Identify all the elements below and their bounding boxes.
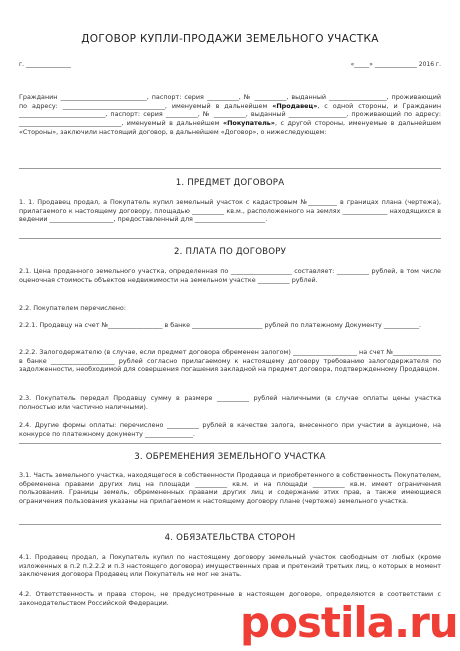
clause-4-2: 4.2. Ответственность и права сторон, не предусмотренные в настоящем договоре, определяются в соответствии с законодательством Российской Федерации. xyxy=(19,590,441,607)
section-divider xyxy=(19,443,441,444)
section-heading: 2. ПЛАТА ПО ДОГОВОРУ xyxy=(173,247,287,257)
city-line: г. _______________ xyxy=(19,61,71,68)
clause-3-1: 3.1. Часть земельного участка, находящегося в собственности Продавца и приобретенного в собственность Покупателем, обременена правами других лиц на площади __________ кв.м. и на площади __________ кв.м. имеет ограничения пользования. Границы земель, обремененных правами других лиц и содержание этих прав, а также имеющиеся ограничения пользования указаны на прилагаемом к настоящему договору плане (чертеже) земельного участка. xyxy=(19,471,441,506)
section-heading: 1. ПРЕДМЕТ ДОГОВОРА xyxy=(175,178,285,188)
clause-1-1: 1. 1. Продавец продал, а Покупатель купил земельный участок с кадастровым №_________ в границах плана (чертежа), прилагаемого к настоящему договору, площадью __________ кв.м., расположенного на землях ______________ находящихся в ведении ____________________, предоставленный для ______________________. xyxy=(19,198,441,224)
clause-2-1: 2.1. Цена проданного земельного участка, определенная по ___________________ составляет: __________ рублей, в том числе оценочная стоимость объектов недвижимости на земельном участке __________ рублей. xyxy=(19,267,441,284)
clause-2-2-1: 2.2.1. Продавцу на счет №_________________ в банке ______________________ рублей по платежному Документу ___________. xyxy=(19,321,422,329)
document-title: ДОГОВОР КУПЛИ-ПРОДАЖИ ЗЕМЕЛЬНОГО УЧАСТКА xyxy=(81,33,379,45)
clause-2-2-2: 2.2.2. Залогодержателю (в случае, если предмет договора обременен залогом) ____________________ на счет №_______________ в банке ____________________ рублей согласно прилагаемому к настоящему договору требованию залогодержателя по задолженности, необходимой для совершения погашения закладной на предмет договора, подтвержденному Продавцом. xyxy=(19,348,441,374)
clause-2-2: 2.2. Покупателем перечислено: xyxy=(19,304,126,312)
clause-2-3: 2.3. Покупатель передал Продавцу сумму в размере __________ рублей наличными (в случае оплаты цены участка полностью или частично наличными). xyxy=(19,394,441,411)
section-heading: 3. ОБРЕМЕНЕНИЯ ЗЕМЕЛЬНОГО УЧАСТКА xyxy=(134,452,326,462)
clause-4-1: 4.1. Продавец продал, а Покупатель купил по настоящему договору земельный участок свободным от любых (кроме изложенных в п.2 п.2.2.2 и п.3 настоящего договора) имущественных прав и претензий третьих лиц, о которых в момент заключения договора Продавец или Покупатель не мог не знать. xyxy=(19,553,441,579)
section-divider xyxy=(19,168,441,169)
clause-2-4: 2.4. Другие формы оплаты: перечислено __________ рублей в качестве залога, внесенного при участии в аукционе, на конкурсе по платежному документу _______________. xyxy=(19,421,441,438)
section-divider xyxy=(19,238,441,239)
preamble-paragraph: Гражданин ___________________________, паспорт: серия __________, № __________, выданный __________________, проживающий по адресу: ________________________________, именуемый в дальнейшем «Продавец», с одной стороны, и Гражданин ___________________________, паспорт: серия __________, № __________, выданный __________________, проживающий по адресу: ________________________________, именуемый в дальнейшем «Покупатель», с другой стороны, именуемые в дальнейшем «Стороны», заключили настоящий договор, в дальнейшем «Договор», о нижеследующем: xyxy=(19,93,442,136)
section-divider xyxy=(19,524,441,525)
watermark-logo xyxy=(240,595,460,651)
date-line: «_____» ______________ 2016 г. xyxy=(350,61,441,68)
section-heading: 4. ОБЯЗАТЕЛЬСТВА СТОРОН xyxy=(164,533,296,543)
svg-text:postila.ru: postila.ru xyxy=(240,598,458,647)
